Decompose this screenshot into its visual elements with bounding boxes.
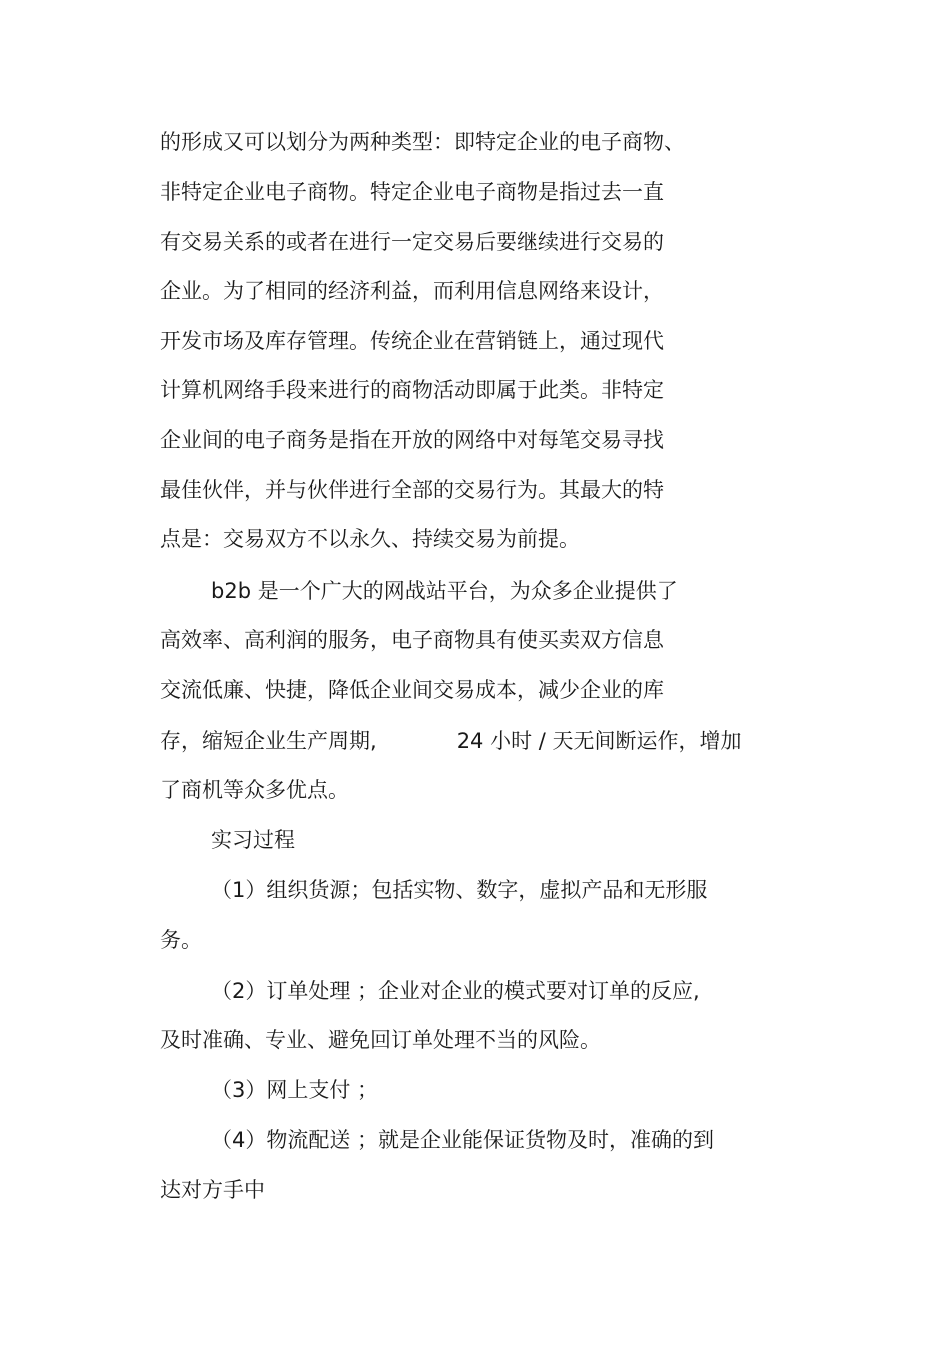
paragraph-line: 非特定企业电子商物。特定企业电子商物是指过去一直 (160, 180, 664, 204)
paragraph-line: 有交易关系的或者在进行一定交易后要继续进行交易的 (160, 230, 664, 254)
list-item-line: 及时准确、专业、避免回订单处理不当的风险。 (160, 1028, 601, 1052)
paragraph-line: 开发市场及库存管理。传统企业在营销链上，通过现代 (160, 329, 664, 353)
list-item-line: （1）组织货源；包括实物、数字，虚拟产品和无形服 (211, 878, 708, 902)
list-item-line: （3）网上支付 ； (211, 1078, 379, 1102)
paragraph-line-part: 存，缩短企业生产周期, (160, 729, 377, 753)
paragraph-line: 企业。为了相同的经济利益，而利用信息网络来设计， (160, 279, 664, 303)
section-heading: 实习过程 (211, 828, 295, 852)
paragraph-line: 交流低廉、快捷，降低企业间交易成本，减少企业的库 (160, 678, 664, 702)
paragraph-line: 高效率、高利润的服务，电子商物具有使买卖双方信息 (160, 628, 664, 652)
paragraph-line: 计算机网络手段来进行的商物活动即属于此类。非特定 (160, 378, 664, 402)
list-item-line: 务。 (160, 928, 202, 952)
paragraph-line: 最佳伙伴，并与伙伴进行全部的交易行为。其最大的特 (160, 478, 664, 502)
paragraph-line: 了商机等众多优点。 (160, 778, 349, 802)
paragraph-line: 的形成又可以划分为两种类型：即特定企业的电子商物、 (160, 130, 685, 154)
paragraph-line: 点是：交易双方不以永久、持续交易为前提。 (160, 527, 580, 551)
list-item-line: （4）物流配送 ；就是企业能保证货物及时，准确的到 (211, 1128, 715, 1152)
paragraph-line: 企业间的电子商务是指在开放的网络中对每笔交易寻找 (160, 428, 664, 452)
paragraph-line-part: 24 小时 / 天无间断运作，增加 (456, 729, 742, 753)
list-item-line: 达对方手中 (160, 1178, 265, 1202)
list-item-line: （2）订单处理 ；企业对企业的模式要对订单的反应, (211, 979, 700, 1003)
paragraph-line: b2b 是一个广大的网战站平台，为众多企业提供了 (211, 579, 678, 603)
paragraph-line-split (160, 724, 742, 758)
